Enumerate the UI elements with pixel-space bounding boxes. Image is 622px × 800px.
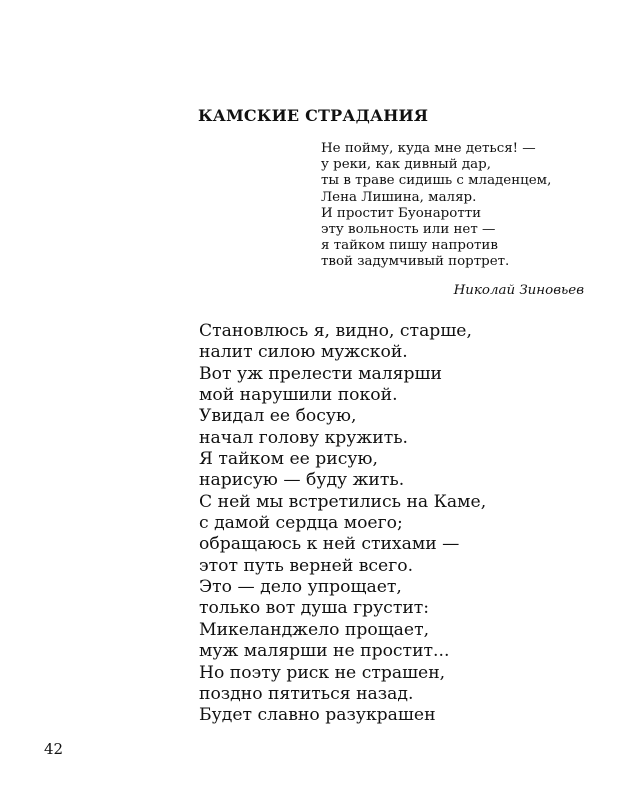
epigraph-author: Николай Зиновьев bbox=[453, 283, 584, 298]
poem-line: Но поэту риск не страшен, bbox=[199, 662, 446, 683]
poem-line: мой нарушили покой. bbox=[199, 385, 398, 406]
poem-line: налит силою мужской. bbox=[199, 342, 408, 363]
poem-line: этот путь верней всего. bbox=[199, 555, 414, 576]
epigraph-line: Лена Лишина, маляр. bbox=[321, 189, 477, 205]
poem-line: только вот душа грустит: bbox=[199, 598, 430, 619]
epigraph-line: Не пойму, куда мне деться! — bbox=[321, 141, 536, 156]
poem-line: Микеланджело прощает, bbox=[199, 619, 430, 640]
poem-line: С ней мы встретились на Каме, bbox=[199, 491, 487, 512]
page-number: 42 bbox=[44, 740, 64, 758]
epigraph-line: эту вольность или нет — bbox=[321, 222, 496, 238]
poem-line: Становлюсь я, видно, старше, bbox=[199, 321, 472, 341]
poem-line: начал голову кружить. bbox=[199, 427, 409, 448]
epigraph-line: ты в траве сидишь с младенцем, bbox=[321, 173, 552, 189]
poem-line: Это — дело упрощает, bbox=[199, 577, 402, 598]
epigraph-line: я тайком пишу напротив bbox=[321, 238, 498, 254]
poem-line: муж малярши не простит... bbox=[199, 641, 450, 662]
poem-line: нарисую — буду жить. bbox=[199, 470, 405, 491]
poem-line: Увидал ее босую, bbox=[199, 406, 357, 427]
epigraph bbox=[321, 141, 551, 271]
epigraph-line: твой задумчивый портрет. bbox=[321, 254, 510, 270]
poem-line: с дамой сердца моего; bbox=[199, 513, 403, 534]
poem-title: КАМСКИЕ СТРАДАНИЯ bbox=[198, 106, 429, 125]
poem-line: Будет славно разукрашен bbox=[199, 705, 436, 726]
poem-body bbox=[199, 321, 486, 727]
poem-line: поздно пятиться назад. bbox=[199, 683, 414, 704]
poem-line: обращаюсь к ней стихами — bbox=[199, 534, 460, 555]
poem-line: Я тайком ее рисую, bbox=[199, 449, 378, 470]
poem-line: Вот уж прелести малярши bbox=[199, 363, 442, 384]
epigraph-line: у реки, как дивный дар, bbox=[321, 157, 491, 173]
epigraph-line: И простит Буонаротти bbox=[321, 205, 482, 221]
